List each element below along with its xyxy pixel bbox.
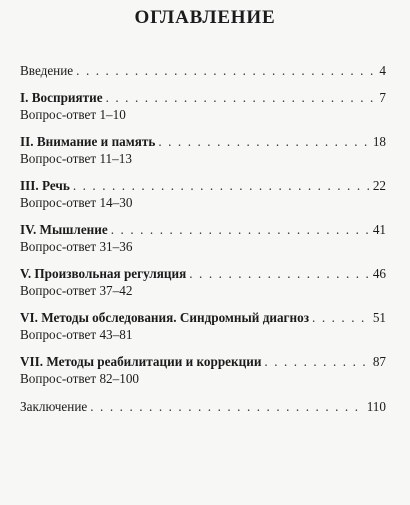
toc-entry-chapter-6 [20, 309, 386, 343]
toc-entry-title: VII. Методы реабилитации и коррекции [20, 354, 262, 369]
toc-entry-chapter-1 [20, 89, 386, 123]
toc-entry-subtitle: Вопрос-ответ 14–30 [20, 195, 133, 210]
dot-leader [158, 133, 369, 150]
toc-row [20, 265, 386, 282]
toc-page-number: 41 [372, 222, 386, 237]
toc-entry-conclusion [20, 398, 386, 415]
toc-row [20, 177, 386, 194]
dot-leader [264, 353, 369, 370]
dot-leader [73, 177, 370, 194]
toc-entry-subtitle: Вопрос-ответ 43–81 [20, 327, 133, 342]
toc-page-number: 51 [372, 310, 386, 325]
toc-page-number: 87 [372, 354, 386, 369]
toc-entry-title: Заключение [20, 399, 88, 414]
toc-entry-title: IV. Мышление [20, 222, 108, 237]
toc-entry-chapter-5 [20, 265, 386, 299]
toc-entry-subtitle: Вопрос-ответ 1–10 [20, 107, 126, 122]
dot-leader [106, 89, 377, 106]
toc-entry-introduction [20, 62, 386, 79]
page-title: ОГЛАВЛЕНИЕ [134, 7, 276, 28]
toc-row [20, 89, 386, 106]
toc-entry-subtitle: Вопрос-ответ 37–42 [20, 283, 133, 298]
dot-leader [111, 221, 370, 238]
toc-entry-title: V. Произвольная регуляция [20, 266, 187, 281]
dot-leader [312, 309, 370, 326]
toc-row [20, 353, 386, 370]
toc-page-number: 4 [379, 63, 386, 78]
dot-leader [90, 398, 363, 415]
toc-entry-chapter-7 [20, 353, 386, 387]
toc-page-number: 7 [379, 90, 386, 105]
toc-entry-subtitle: Вопрос-ответ 82–100 [20, 371, 140, 386]
toc-entry-title: VI. Методы обследования. Синдромный диагноз [20, 310, 310, 325]
toc-entry-chapter-2 [20, 133, 386, 167]
toc-entry-title: II. Внимание и память [20, 134, 156, 149]
toc-row [20, 62, 386, 79]
toc-entry-title: Введение [20, 63, 74, 78]
toc-page-number: 22 [372, 178, 386, 193]
toc-entry-subtitle: Вопрос-ответ 31–36 [20, 239, 133, 254]
dot-leader [76, 62, 376, 79]
toc-row [20, 309, 386, 326]
toc-row [20, 133, 386, 150]
dot-leader [189, 265, 370, 282]
toc-row [20, 221, 386, 238]
toc-entry-chapter-3 [20, 177, 386, 211]
toc-entry-subtitle: Вопрос-ответ 11–13 [20, 151, 132, 166]
toc-entry-title: III. Речь [20, 178, 70, 193]
toc-entry-chapter-4 [20, 221, 386, 255]
toc-row [20, 398, 386, 415]
toc-page-number: 110 [366, 399, 386, 414]
toc-page-number: 18 [372, 134, 386, 149]
toc-entry-title: I. Восприятие [20, 90, 103, 105]
toc-page-number: 46 [372, 266, 386, 281]
table-of-contents [20, 62, 386, 415]
